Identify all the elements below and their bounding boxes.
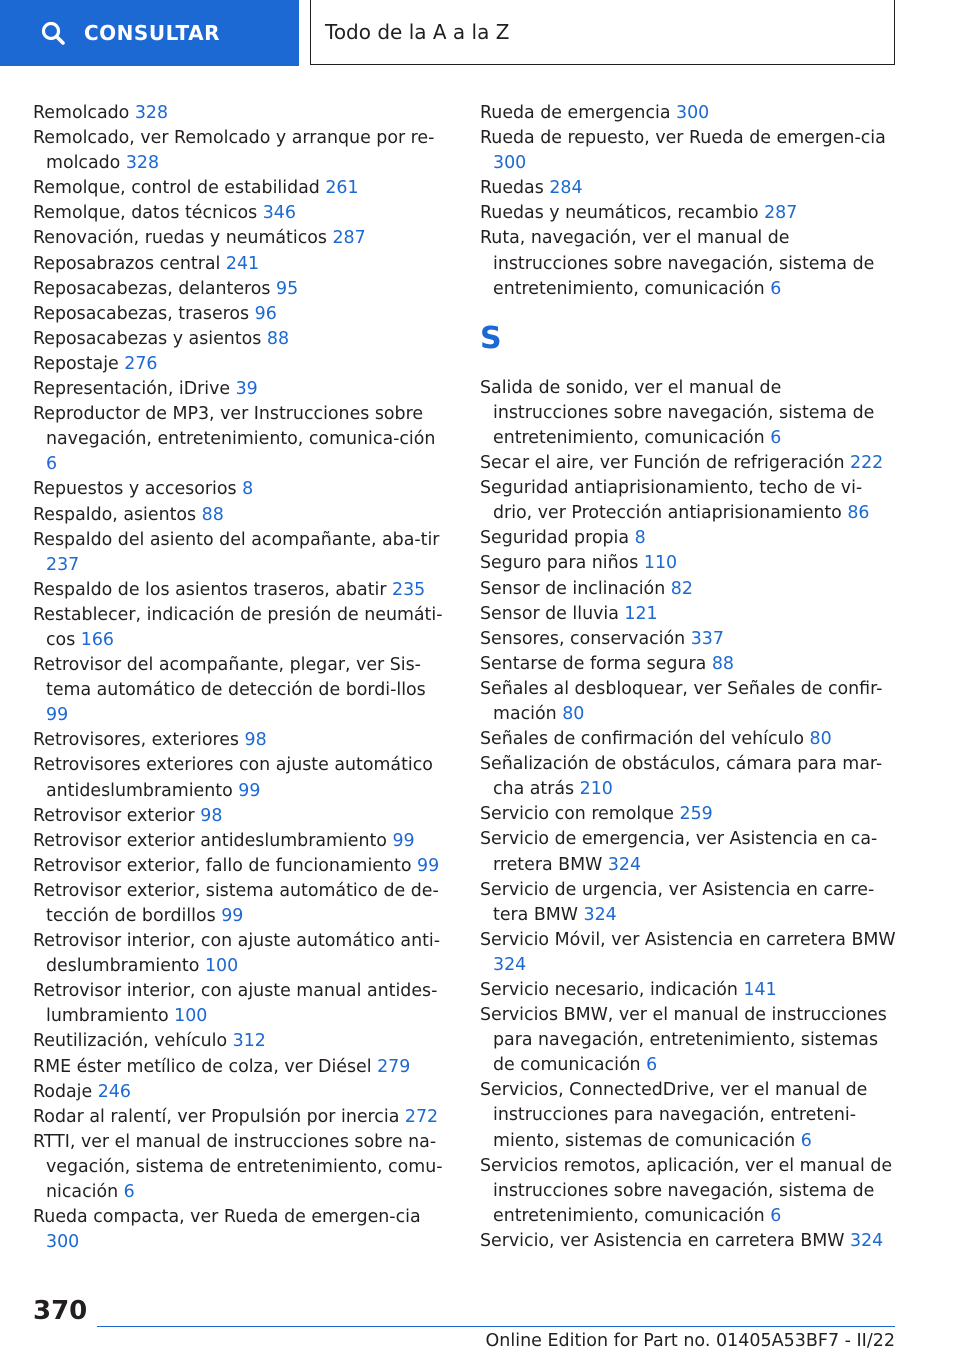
page-link[interactable]: 98: [200, 805, 223, 826]
page-link[interactable]: 210: [579, 779, 613, 800]
page-link[interactable]: 95: [276, 278, 299, 299]
page-link[interactable]: 324: [493, 954, 527, 975]
entry-text: RTTI, ver el manual de instrucciones sobre na-vegación, sistema de entretenimiento, comu-nicación: [33, 1131, 443, 1203]
edition-footer: Online Edition for Part no. 01405A53BF7 - II/22: [485, 1331, 895, 1351]
index-entry: [33, 1205, 451, 1255]
index-entry: [33, 578, 451, 603]
index-entry: [33, 879, 451, 929]
entry-text: Restablecer, indicación de presión de neumáti-cos: [33, 604, 443, 650]
consult-label: CONSULTAR: [84, 21, 220, 45]
index-entry: [480, 1078, 900, 1153]
index-entry: [480, 1229, 900, 1254]
page-link[interactable]: 324: [850, 1230, 884, 1251]
index-entry: [480, 677, 900, 727]
index-entry: [480, 652, 900, 677]
entry-text: Remolque, datos técnicos: [33, 203, 258, 224]
entry-text: Retrovisores exteriores con ajuste automático antideslumbramiento: [33, 755, 433, 801]
index-entry: [33, 804, 451, 829]
page-link[interactable]: 99: [392, 830, 415, 851]
entry-text: Servicios remotos, aplicación, ver el manual de instrucciones sobre navegación, sistema de entretenimiento, comunicación: [480, 1155, 893, 1226]
entry-text: Ruta, navegación, ver el manual de instrucciones sobre navegación, sistema de entretenimiento, comunicación: [480, 228, 875, 299]
page-link[interactable]: 110: [643, 553, 678, 574]
index-entry: [33, 1029, 451, 1054]
page-link[interactable]: 39: [235, 379, 258, 400]
page-link[interactable]: 98: [244, 730, 267, 751]
page-link[interactable]: 88: [711, 653, 734, 674]
page-link[interactable]: 8: [634, 528, 646, 549]
entry-text: Servicio de emergencia, ver Asistencia en ca-rretera BMW: [480, 829, 878, 875]
page-link[interactable]: 246: [97, 1081, 131, 1102]
index-entry: [33, 277, 451, 302]
page-link[interactable]: 6: [646, 1055, 658, 1076]
index-entry: [480, 577, 900, 602]
index-entry: [480, 978, 900, 1003]
entry-text: Representación, iDrive: [33, 379, 231, 400]
search-icon: [40, 20, 66, 46]
page-link[interactable]: 82: [670, 578, 693, 599]
index-entry: [480, 526, 900, 551]
index-entry: [33, 929, 451, 979]
footer-divider: [97, 1326, 895, 1327]
index-entry: [33, 101, 451, 126]
page-link[interactable]: 6: [770, 278, 782, 299]
entry-text: Retrovisor exterior antideslumbramiento: [33, 830, 387, 851]
page-link[interactable]: 88: [266, 328, 290, 349]
page-number: 370: [33, 1296, 88, 1326]
entry-text: Rueda compacta, ver Rueda de emergen-cia: [33, 1207, 421, 1228]
page-link[interactable]: 287: [764, 203, 798, 224]
entry-text: Servicios, ConnectedDrive, ver el manual de instrucciones para navegación, entreteni-miento, sistemas de comunicación: [480, 1080, 868, 1151]
index-entry: [480, 627, 900, 652]
page-link[interactable]: 312: [232, 1031, 266, 1052]
index-entry: [33, 653, 451, 728]
entry-text: Ruedas: [480, 178, 544, 199]
entry-text: Reposacabezas y asientos: [33, 328, 262, 349]
entry-text: Renovación, ruedas y neumáticos: [33, 228, 327, 249]
entry-text: Remolque, control de estabilidad: [33, 178, 320, 199]
entry-text: Señales de confirmación del vehículo: [480, 729, 805, 750]
entry-text: Salida de sonido, ver el manual de instrucciones sobre navegación, sistema de entretenimiento, comunicación: [480, 377, 875, 448]
entry-text: Retrovisor exterior, fallo de funcionamiento: [33, 855, 412, 876]
page-link[interactable]: 261: [325, 178, 359, 199]
chapter-title: Todo de la A a la Z: [310, 0, 895, 65]
index-entry: [33, 728, 451, 753]
page-link[interactable]: 272: [404, 1106, 439, 1127]
entry-text: Rueda de repuesto, ver Rueda de emergen-cia: [480, 128, 886, 149]
index-entry: [480, 451, 900, 476]
entry-text: Servicio necesario, indicación: [480, 980, 738, 1000]
entry-text: Retrovisor interior, con ajuste automático anti-deslumbramiento: [33, 931, 441, 977]
entry-text: Señalización de obstáculos, cámara para mar-cha atrás: [480, 754, 883, 800]
page-link[interactable]: 324: [583, 904, 617, 925]
entry-text: Reproductor de MP3, ver Instrucciones sobre navegación, entretenimiento, comunica-ción: [33, 404, 436, 450]
index-entry: [33, 201, 451, 226]
page-link[interactable]: 6: [46, 454, 58, 475]
page-link[interactable]: 96: [254, 303, 277, 324]
entry-text: Reposacabezas, traseros: [33, 303, 250, 324]
page-link[interactable]: 86: [847, 503, 870, 524]
index-entry: [480, 551, 900, 576]
page-link[interactable]: 300: [493, 153, 527, 174]
page-link[interactable]: 80: [809, 729, 832, 750]
entry-text: Remolcado: [33, 103, 130, 123]
index-entry: [480, 878, 900, 928]
entry-text: Reutilización, vehículo: [33, 1031, 228, 1052]
index-entry: [33, 528, 451, 578]
page-link[interactable]: 80: [562, 703, 585, 724]
page-link[interactable]: 241: [225, 253, 260, 274]
index-entry: [480, 226, 900, 301]
index-entry: [480, 802, 900, 827]
index-column-left: [33, 101, 451, 1255]
page-link[interactable]: 222: [850, 453, 884, 474]
page-link[interactable]: 284: [549, 178, 583, 199]
page-link[interactable]: 287: [332, 228, 366, 249]
index-entry: [33, 1080, 451, 1105]
index-entry: [33, 252, 451, 277]
index-entry: [33, 126, 451, 176]
entry-text: Repuestos y accesorios: [33, 479, 237, 500]
entry-text: Retrovisor exterior, sistema automático de de-tección de bordillos: [33, 880, 439, 926]
index-entry: [33, 603, 451, 653]
page-link[interactable]: 88: [201, 504, 224, 525]
entry-text: Servicio de urgencia, ver Asistencia en carre-tera BMW: [480, 879, 875, 925]
entry-text: Remolcado, ver Remolcado y arranque por re-molcado: [33, 128, 435, 174]
page-link[interactable]: 100: [204, 956, 239, 977]
page-link[interactable]: 259: [679, 804, 713, 825]
section-letter: S: [480, 320, 502, 356]
entry-text: Ruedas y neumáticos, recambio: [480, 203, 759, 224]
page-link[interactable]: 141: [743, 980, 777, 1000]
index-group-r: [480, 101, 900, 302]
index-entry: [480, 827, 900, 877]
page-link[interactable]: 99: [221, 906, 244, 926]
index-entry: [480, 602, 900, 627]
index-entry: [33, 1055, 451, 1080]
page-link[interactable]: 166: [80, 629, 114, 650]
page-link[interactable]: 99: [417, 855, 440, 876]
index-entry: [480, 176, 900, 201]
page-link[interactable]: 237: [46, 554, 80, 575]
page-link[interactable]: 328: [134, 103, 169, 123]
entry-text: Respaldo del asiento del acompañante, aba-tir: [33, 529, 440, 550]
page-link[interactable]: 300: [46, 1232, 80, 1253]
entry-text: Rodaje: [33, 1081, 93, 1102]
entry-text: Retrovisor exterior: [33, 805, 195, 826]
entry-text: Sensores, conservación: [480, 628, 686, 649]
page-link[interactable]: 235: [392, 579, 426, 600]
page-link[interactable]: 100: [174, 1006, 208, 1027]
index-entry: [33, 503, 451, 528]
page-link[interactable]: 8: [242, 479, 254, 500]
entry-text: Repostaje: [33, 353, 119, 374]
page-link[interactable]: 276: [124, 353, 158, 374]
index-entry: [33, 1105, 451, 1130]
index-entry: [33, 302, 451, 327]
index-entry: [480, 928, 900, 978]
page-link[interactable]: 346: [262, 203, 296, 224]
index-entry: [480, 1003, 900, 1078]
entry-text: Señales al desbloquear, ver Señales de confir-mación: [480, 678, 883, 724]
index-entry: [33, 1130, 451, 1205]
page-link[interactable]: 279: [377, 1056, 411, 1077]
page-link[interactable]: 99: [238, 780, 261, 801]
page-link[interactable]: 300: [676, 103, 710, 123]
page-link[interactable]: 337: [690, 628, 724, 649]
page-header: [0, 0, 960, 66]
entry-text: Reposacabezas, delanteros: [33, 278, 271, 299]
entry-text: Retrovisores, exteriores: [33, 730, 239, 751]
index-entry: [480, 126, 900, 176]
page-link[interactable]: 99: [46, 705, 69, 726]
index-entry: [33, 753, 451, 803]
index-entry: [33, 352, 451, 377]
index-entry: [480, 727, 900, 752]
entry-text: RME éster metílico de colza, ver Diésel: [33, 1056, 372, 1077]
page-link[interactable]: 6: [770, 427, 782, 448]
index-entry: [33, 854, 451, 879]
entry-text: Servicios BMW, ver el manual de instrucciones para navegación, entretenimiento, sistemas de comunicación: [480, 1005, 887, 1076]
entry-text: Servicio con remolque: [480, 804, 674, 825]
entry-text: Sentarse de forma segura: [480, 653, 707, 674]
entry-text: Respaldo de los asientos traseros, abatir: [33, 579, 387, 600]
index-entry: [480, 101, 900, 126]
entry-text: Rodar al ralentí, ver Propulsión por inercia: [33, 1106, 400, 1127]
index-entry: [33, 377, 451, 402]
entry-text: Rueda de emergencia: [480, 103, 671, 123]
page-link[interactable]: 324: [607, 854, 642, 875]
entry-text: Reposabrazos central: [33, 253, 221, 274]
index-entry: [480, 376, 900, 451]
page-link[interactable]: 6: [770, 1205, 782, 1226]
entry-text: Retrovisor del acompañante, plegar, ver Sis-tema automático de detección de bordi-llos: [33, 655, 426, 701]
index-entry: [33, 477, 451, 502]
index-entry: [480, 1154, 900, 1229]
entry-text: Secar el aire, ver Función de refrigeración: [480, 453, 845, 474]
entry-text: Respaldo, asientos: [33, 504, 197, 525]
entry-text: Seguro para niños: [480, 553, 639, 574]
page-link[interactable]: 121: [624, 603, 658, 624]
index-entry: [33, 176, 451, 201]
entry-text: Seguridad antiaprisionamiento, techo de vi-drio, ver Protección antiaprisionamiento: [480, 478, 863, 524]
index-entry: [480, 752, 900, 802]
entry-text: Retrovisor interior, con ajuste manual antides-lumbramiento: [33, 981, 438, 1027]
page-link[interactable]: 6: [123, 1182, 135, 1203]
index-entry: [33, 327, 451, 352]
entry-text: Servicio Móvil, ver Asistencia en carretera BMW: [480, 929, 896, 950]
entry-text: Seguridad propia: [480, 528, 630, 549]
index-group-s: [480, 376, 900, 1254]
index-column-right: [480, 101, 900, 1254]
index-entry: [33, 226, 451, 251]
consult-button[interactable]: [0, 0, 299, 66]
index-entry: [33, 829, 451, 854]
index-entry: [33, 979, 451, 1029]
index-entry: [33, 402, 451, 477]
page-link[interactable]: 6: [800, 1130, 812, 1151]
entry-text: Servicio, ver Asistencia en carretera BMW: [480, 1230, 845, 1251]
entry-text: Sensor de lluvia: [480, 603, 619, 624]
index-entry: [480, 201, 900, 226]
page-link[interactable]: 328: [125, 153, 160, 174]
index-entry: [480, 476, 900, 526]
entry-text: Sensor de inclinación: [480, 578, 666, 599]
